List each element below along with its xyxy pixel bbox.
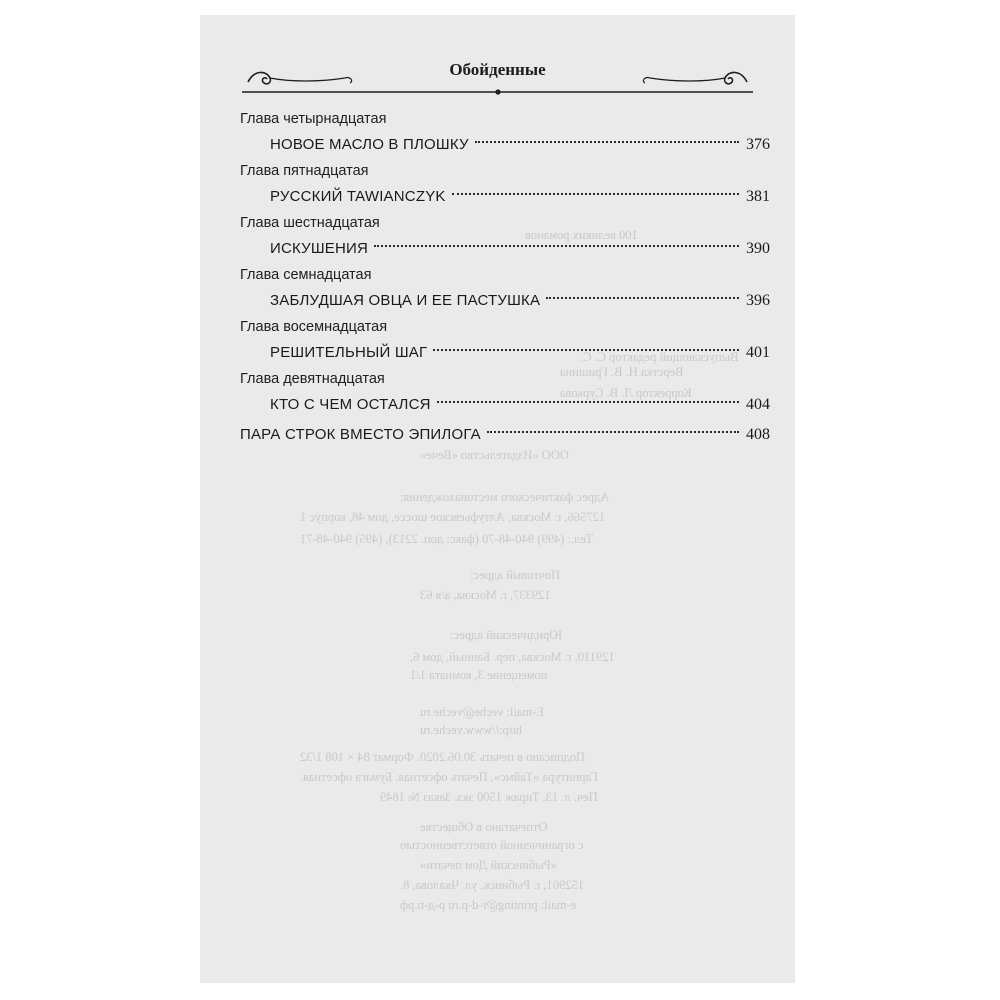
show-through-line: Юридический адрес: — [450, 628, 563, 642]
dot-leader — [452, 193, 739, 195]
show-through-line: 100 великих романов — [525, 228, 638, 242]
show-through-line: Подписано в печать 30.06.2020. Формат 84 × 108 1/32 — [300, 750, 585, 764]
toc-title-row — [240, 390, 770, 420]
table-of-contents — [240, 108, 770, 450]
dot-leader — [475, 141, 739, 143]
show-through-line: Адрес фактического местонахождения: — [400, 490, 610, 504]
running-header — [240, 48, 755, 98]
show-through-line: Верстка Н. В. Гришина — [560, 365, 684, 379]
chapter-title: РУССКИЙ TAWIANCZYK — [270, 188, 446, 205]
toc-entry — [240, 212, 770, 264]
running-header-title: Обойденные — [449, 60, 546, 79]
toc-title-row — [240, 130, 770, 160]
page-number: 404 — [746, 396, 770, 413]
chapter-label: Глава шестнадцатая — [240, 215, 380, 231]
show-through-line: Корректор Л. В. Суркова — [560, 386, 692, 400]
show-through-line: Печ. л. 13. Тираж 1500 экз. Заказ № 1849 — [380, 790, 598, 804]
page-number: 390 — [746, 240, 770, 257]
show-through-line: Гарнитура «Таймс». Печать офсетная. Бумага офсетная. — [300, 770, 598, 784]
show-through-line: ООО «Издательство «Вече» — [420, 448, 569, 462]
show-through-line: с ограниченной ответственностью — [400, 838, 584, 852]
show-through-line: 129337, г. Москва, а/я 63 — [420, 588, 551, 602]
toc-entry — [240, 160, 770, 212]
page-number: 408 — [746, 426, 770, 443]
show-through-line: http://www.veche.ru — [420, 723, 522, 737]
toc-entry — [240, 316, 770, 368]
dot-leader — [437, 401, 739, 403]
chapter-label: Глава восемнадцатая — [240, 319, 388, 335]
chapter-title: РЕШИТЕЛЬНЫЙ ШАГ — [270, 344, 428, 361]
toc-entry — [240, 368, 770, 420]
chapter-title: НОВОЕ МАСЛО В ПЛОШКУ — [270, 136, 469, 153]
chapter-label: Глава семнадцатая — [240, 267, 372, 283]
toc-title-row — [240, 420, 770, 450]
page-number: 381 — [746, 188, 770, 205]
chapter-title: КТО С ЧЕМ ОСТАЛСЯ — [270, 396, 431, 413]
show-through-line: Отпечатано в Обществе — [420, 820, 548, 834]
show-through-line: e-mail: printing@r-d-p.ru р-д-п.рф — [400, 898, 577, 912]
chapter-title: ИСКУШЕНИЯ — [270, 240, 369, 257]
toc-title-row — [240, 338, 770, 368]
toc-epilogue — [240, 420, 770, 450]
toc-title-row — [240, 182, 770, 212]
toc-entry — [240, 264, 770, 316]
page-number: 401 — [746, 344, 770, 361]
show-through-line: Выпускающий редактор С. С. — [580, 350, 739, 364]
show-through-line: 129110, г. Москва, пер. Банный, дом 6, — [410, 650, 615, 664]
toc-title-row — [240, 286, 770, 316]
show-through-line: «Рыбинский Дом печати» — [420, 858, 557, 872]
dot-leader — [374, 245, 739, 247]
chapter-label: Глава четырнадцатая — [240, 111, 387, 127]
chapter-label: Глава пятнадцатая — [240, 163, 369, 179]
show-through-line: 127566, г. Москва, Алтуфьевское шоссе, дом 48, корпус 1 — [300, 510, 606, 524]
show-through-line: E-mail: veche@veche.ru — [420, 705, 544, 719]
toc-entry — [240, 108, 770, 160]
dot-leader — [487, 431, 739, 433]
chapter-label: Глава девятнадцатая — [240, 371, 385, 387]
page-number: 376 — [746, 136, 770, 153]
epilogue-title: ПАРА СТРОК ВМЕСТО ЭПИЛОГА — [240, 426, 481, 443]
show-through-line: помещение 3, комната 1/1 — [410, 668, 548, 682]
chapter-title: ЗАБЛУДШАЯ ОВЦА И ЕЕ ПАСТУШКА — [270, 292, 541, 309]
dot-leader — [433, 349, 739, 351]
show-through-line: Почтовый адрес: — [470, 568, 560, 582]
page-number: 396 — [746, 292, 770, 309]
show-through-line: Тел.: (499) 940-48-70 (факс: доп. 2213), (495) 940-48-71 — [300, 532, 594, 546]
dot-leader — [546, 297, 739, 299]
toc-title-row — [240, 234, 770, 264]
show-through-line: 152901, г. Рыбинск, ул. Чкалова, 8. — [400, 878, 584, 892]
